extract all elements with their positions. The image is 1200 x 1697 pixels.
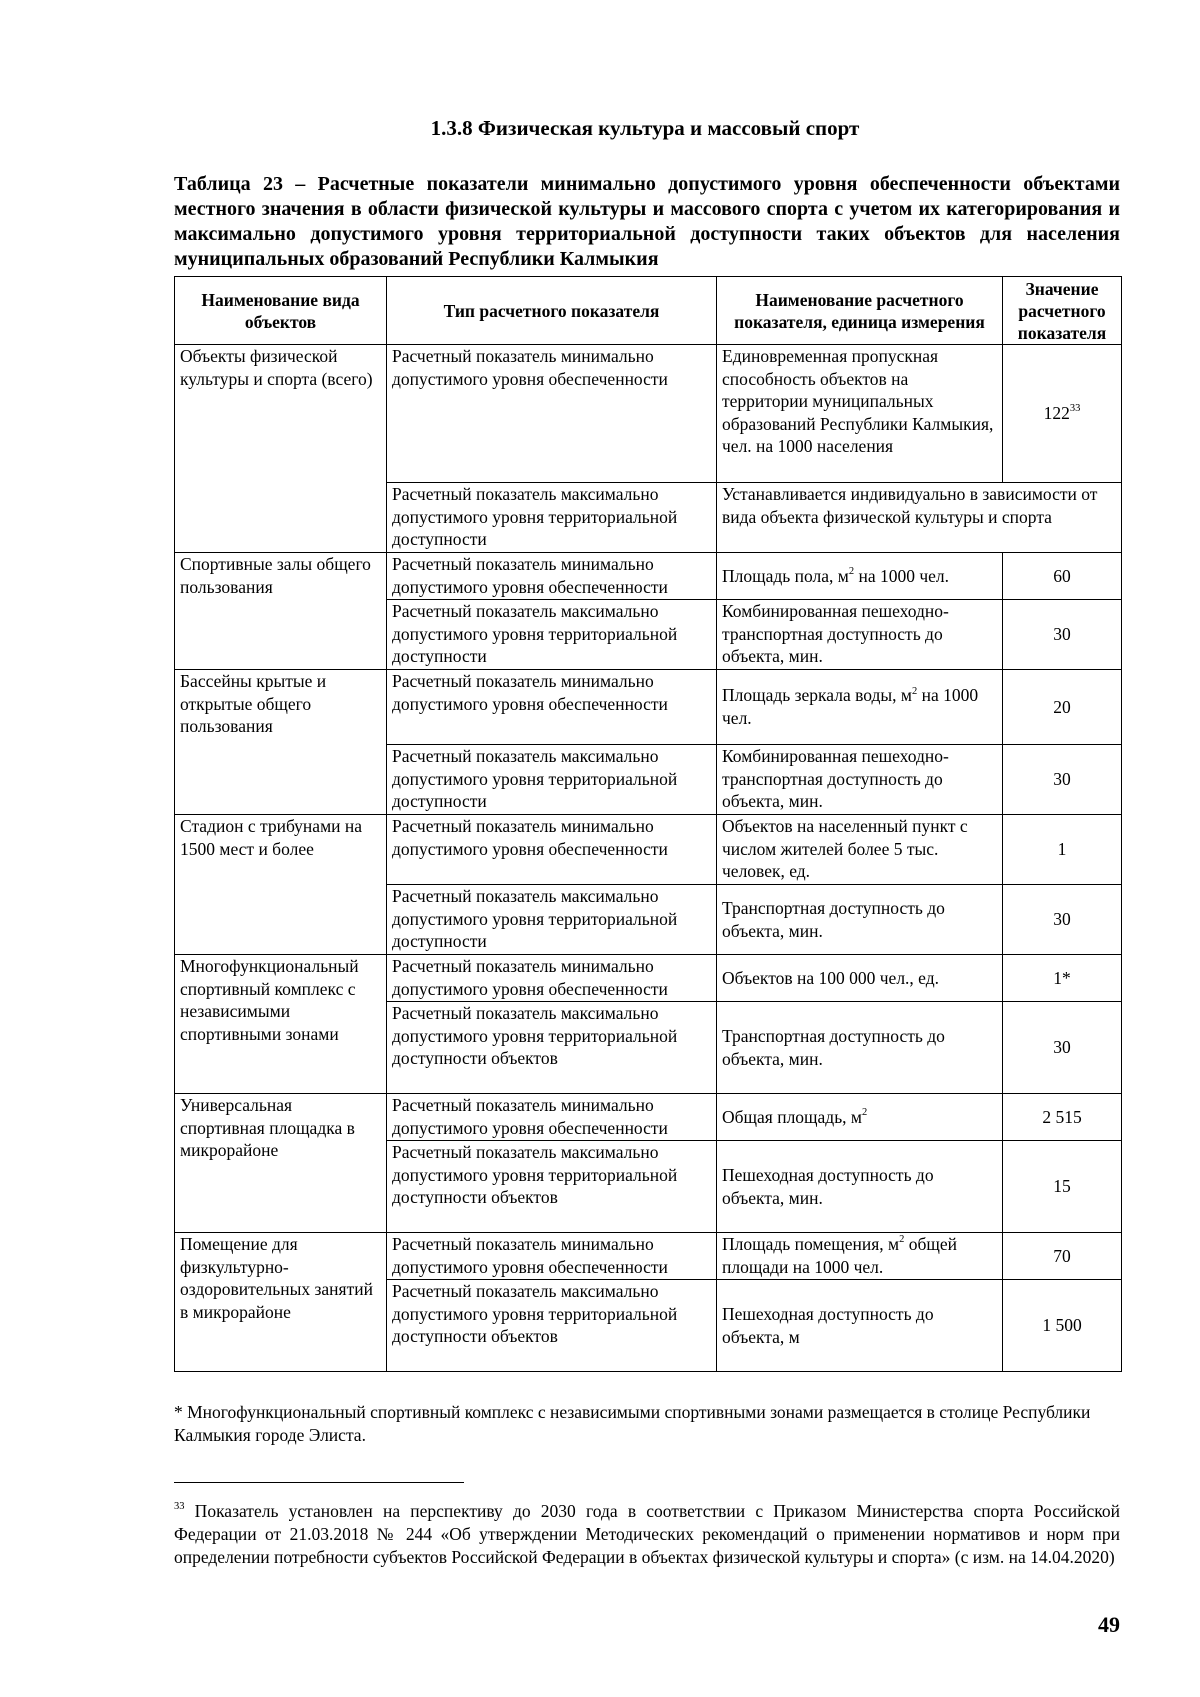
indicator-value: 60	[1003, 553, 1122, 600]
footnote-ref: 33	[1069, 403, 1081, 415]
indicator-value: 30	[1003, 600, 1122, 670]
footnote-divider	[174, 1482, 464, 1483]
indicator-name: Транспортная доступность до объекта, мин.	[717, 885, 1003, 955]
table-row	[175, 553, 1122, 600]
indicator-value: $122^{33}$	[1003, 345, 1122, 483]
header-object-type: Наименование вида объектов	[175, 277, 387, 345]
indicator-value: 2 515	[1003, 1094, 1122, 1141]
object-name: Объекты физической культуры и спорта (всего)	[175, 345, 387, 553]
table-row	[175, 1094, 1122, 1141]
indicator-value: 1	[1003, 815, 1122, 885]
indicator-name: Комбинированная пешеходно-транспортная доступность до объекта, мин.	[717, 745, 1003, 815]
table-row	[175, 955, 1122, 1002]
indicator-name: Комбинированная пешеходно-транспортная доступность до объекта, мин.	[717, 600, 1003, 670]
table-row	[175, 345, 1122, 483]
indicator-name: Пешеходная доступность до объекта, мин.	[717, 1141, 1003, 1233]
indicator-type: Расчетный показатель минимально допустимого уровня обеспеченности	[387, 955, 717, 1002]
indicator-type: Расчетный показатель минимально допустимого уровня обеспеченности	[387, 345, 717, 483]
standards-table	[174, 276, 1122, 1372]
footnote-text: Показатель установлен на перспективу до 2030 года в соответствии с Приказом Министерства спорта Российской Федерации от 21.03.2018 № 244 «Об утверждении Методических рекомендаций о применении нормативов и норм при определении потребности субъектов Российской Федерации в объектах физической культуры и спорта» (с изм. на 14.04.2020)	[174, 1501, 1120, 1567]
page-number: 49	[1098, 1612, 1120, 1637]
indicator-name: Транспортная доступность до объекта, мин.	[717, 1002, 1003, 1094]
object-name: Универсальная спортивная площадка в микрорайоне	[175, 1094, 387, 1233]
indicator-type: Расчетный показатель максимально допустимого уровня территориальной доступности объектов	[387, 1141, 717, 1233]
indicator-value: 20	[1003, 670, 1122, 745]
header-indicator-type: Тип расчетного показателя	[387, 277, 717, 345]
indicator-value: 30	[1003, 1002, 1122, 1094]
indicator-type: Расчетный показатель минимально допустимого уровня обеспеченности	[387, 670, 717, 745]
indicator-value: 1 500	[1003, 1280, 1122, 1372]
indicator-value: 30	[1003, 745, 1122, 815]
table-row	[175, 815, 1122, 885]
indicator-value: 70	[1003, 1233, 1122, 1280]
indicator-name: Площадь пола, $м^2$ на 1000 чел.	[717, 553, 1003, 600]
header-indicator-name: Наименование расчетного показателя, единица измерения	[717, 277, 1003, 345]
object-name: Спортивные залы общего пользования	[175, 553, 387, 670]
indicator-name: Общая площадь, $м^2$	[717, 1094, 1003, 1141]
indicator-type: Расчетный показатель максимально допустимого уровня территориальной доступности	[387, 745, 717, 815]
table-header-row	[175, 277, 1122, 345]
indicator-value: 15	[1003, 1141, 1122, 1233]
indicator-value: 30	[1003, 885, 1122, 955]
indicator-type: Расчетный показатель минимально допустимого уровня обеспеченности	[387, 553, 717, 600]
indicator-name: Объектов на 100 000 чел., ед.	[717, 955, 1003, 1002]
indicator-type: Расчетный показатель минимально допустимого уровня обеспеченности	[387, 815, 717, 885]
table-caption: Таблица 23 – Расчетные показатели минимально допустимого уровня обеспеченности объектами местного значения в области физической культуры и массового спорта с учетом их категорирования и максимально допустимого уровня территориальной доступности таких объектов для населения муниципальных образований Республики Калмыкия	[174, 173, 1120, 270]
indicator-name: Объектов на населенный пункт с числом жителей более 5 тыс. человек, ед.	[717, 815, 1003, 885]
table-row	[175, 1233, 1122, 1280]
indicator-type: Расчетный показатель максимально допустимого уровня территориальной доступности объектов	[387, 1280, 717, 1372]
footnote	[174, 1500, 1120, 1569]
indicator-type: Расчетный показатель максимально допустимого уровня территориальной доступности	[387, 600, 717, 670]
table-row	[175, 670, 1122, 745]
object-name: Стадион с трибунами на 1500 мест и более	[175, 815, 387, 955]
object-name: Многофункциональный спортивный комплекс с независимыми спортивными зонами	[175, 955, 387, 1094]
indicator-type: Расчетный показатель максимально допустимого уровня территориальной доступности	[387, 885, 717, 955]
indicator-name: Площадь помещения, $м^2$ общей площади на 1000 чел.	[717, 1233, 1003, 1280]
indicator-type: Расчетный показатель максимально допустимого уровня территориальной доступности объектов	[387, 1002, 717, 1094]
indicator-name: Площадь зеркала воды, $м^2$ на 1000 чел.	[717, 670, 1003, 745]
section-title: 1.3.8 Физическая культура и массовый спорт	[430, 116, 860, 140]
object-name: Бассейны крытые и открытые общего пользования	[175, 670, 387, 815]
indicator-name: Устанавливается индивидуально в зависимости от вида объекта физической культуры и спорта	[717, 483, 1122, 553]
indicator-type: Расчетный показатель минимально допустимого уровня обеспеченности	[387, 1094, 717, 1141]
indicator-type: Расчетный показатель минимально допустимого уровня обеспеченности	[387, 1233, 717, 1280]
object-name: Помещение для физкультурно-оздоровительных занятий в микрорайоне	[175, 1233, 387, 1372]
footnote-marker: 33	[174, 1501, 185, 1513]
indicator-name: Пешеходная доступность до объекта, м	[717, 1280, 1003, 1372]
indicator-name: Единовременная пропускная способность объектов на территории муниципальных образований Республики Калмыкия, чел. на 1000 населения	[717, 345, 1003, 483]
indicator-value: 1*	[1003, 955, 1122, 1002]
indicator-type: Расчетный показатель максимально допустимого уровня территориальной доступности	[387, 483, 717, 553]
table-note: * Многофункциональный спортивный комплекс с независимыми спортивными зонами размещается в столице Республики Калмыкия городе Элиста.	[174, 1402, 1091, 1445]
header-indicator-value: Значение расчетного показателя	[1003, 277, 1122, 345]
